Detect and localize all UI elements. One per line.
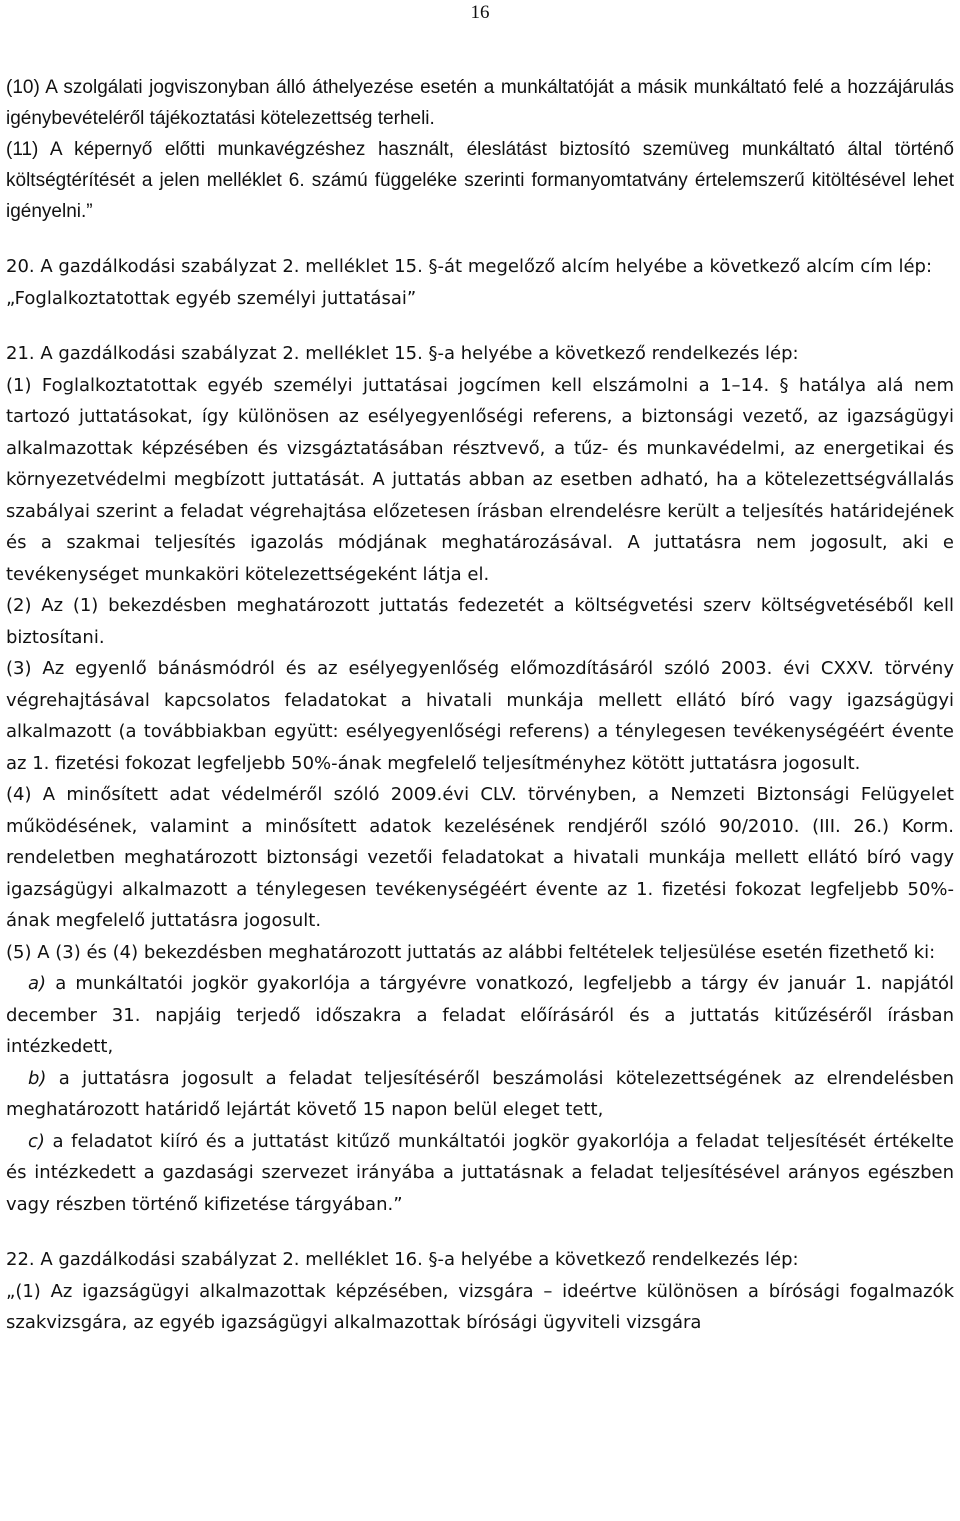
point-marker-a: a) [28, 973, 47, 994]
point-text-a: a munkáltatói jogkör gyakorlója a tárgyévre vonatkozó, legfeljebb a tárgy év január 1. napjától december 31. napjáig terjedő időszakra a feladat előírásáról és a juttatás kitűzéséről írásban intézkedett, [6, 973, 954, 1057]
item-20-subtitle: „Foglalkoztatottak egyéb személyi juttatásai” [6, 287, 417, 309]
item-22-heading: 22. A gazdálkodási szabályzat 2. melléklet 16. §-a helyébe a következő rendelkezés lép: [6, 1249, 799, 1270]
item-20-heading: 20. A gazdálkodási szabályzat 2. melléklet 15. §-át megelőző alcím helyébe a következő alcím cím lép: [6, 256, 933, 277]
paragraph-11: (11) A képernyő előtti munkavégzéshez használt, éleslátást biztosító szemüveg munkáltató által történő költségtérítését a jelen melléklet 6. számú függeléke szerinti formanyomtatvány értelemszerű kitöltésével lehet igényelni.” [6, 139, 954, 222]
item-22-paragraph-1: „(1) Az igazságügyi alkalmazottak képzésében, vizsgára – ideértve különösen a bírósági fogalmazók szakvizsgára, az egyéb igazságügyi alkalmazottak bírósági ügyviteli vizsgára [6, 1280, 954, 1333]
point-text-b: a juttatásra jogosult a feladat teljesítéséről beszámolási kötelezettségének az elrendelésben meghatározott határidő lejártát követő 15 napon belül eleget tett, [6, 1067, 954, 1120]
item-21-paragraph-5: (5) A (3) és (4) bekezdésben meghatározott juttatás az alábbi feltételek teljesülése esetén fizethető ki: [6, 941, 936, 963]
item-21-point-b [6, 1063, 954, 1126]
item-21-point-a [6, 968, 954, 1063]
spacer [6, 314, 954, 338]
item-21-paragraph-2: (2) Az (1) bekezdésben meghatározott juttatás fedezetét a költségvetési szerv költségvetéséből kell biztosítani. [6, 595, 954, 648]
spacer [6, 1220, 954, 1244]
document-body [6, 72, 954, 1339]
item-21-paragraph-3: (3) Az egyenlő bánásmódról és az esélyegyenlőség előmozdításáról szóló 2003. évi CXXV. törvény végrehajtásával kapcsolatos feladatokat a hivatali munkája mellett ellátó bíró vagy igazságügyi alkalmazott (a továbbiakban együtt: esélyegyenlőségi referens) a ténylegesen tevékenységéért évente az 1. fizetési fokozat legfeljebb 50%-ának megfelelő teljesítményhez kötött juttatásra jogosult. [6, 658, 954, 774]
point-marker-c: c) [28, 1130, 45, 1152]
item-21-heading: 21. A gazdálkodási szabályzat 2. melléklet 15. §-a helyébe a következő rendelkezés lép: [6, 343, 799, 364]
spacer [6, 227, 954, 251]
paragraph-10: (10) A szolgálati jogviszonyban álló áthelyezése esetén a munkáltatóját a másik munkáltató felé a hozzájárulás igénybevételéről tájékoztatási kötelezettség terheli. [6, 77, 954, 129]
point-marker-b: b) [28, 1067, 47, 1089]
item-21-paragraph-1: (1) Foglalkoztatottak egyéb személyi juttatásai jogcímen kell elszámolni a 1–14. § hatálya alá nem tartozó juttatásokat, így különösen az esélyegyenlőségi referens, a biztonsági vezető, az igazságügyi alkalmazottak képzésében és vizsgáztatásában résztvevő, a tűz- és munkavédelmi, az energetikai és környezetvédelmi megbízott juttatását. A juttatás abban az esetben adható, ha a kötelezettségvállalás szabályai szerint a feladat végrehajtása előzetesen írásban elrendelésre került a teljesítés határidejének és a szakmai teljesítés igazolás módjának meghatározásával. A juttatásra nem jogosult, aki e tevékenységet munkaköri kötelezettségeként látja el. [6, 374, 954, 585]
item-21-point-c [6, 1126, 954, 1221]
page-number: 16 [470, 2, 490, 23]
item-21-paragraph-4: (4) A minősített adat védelméről szóló 2009.évi CLV. törvényben, a Nemzeti Biztonsági Felügyelet működésének, valamint a minősített adatok kezelésének rendjéről szóló 90/2010. (III. 26.) Korm. rendeletben meghatározott biztonsági vezetői feladatokat a hivatali munkája mellett ellátó bíró vagy igazságügyi alkalmazott a ténylegesen tevékenységéért évente az 1. fizetési fokozat legfeljebb 50%-ának megfelelő juttatásra jogosult. [6, 784, 954, 931]
point-text-c: a feladatot kiíró és a juttatást kitűző munkáltatói jogkör gyakorlója a feladat teljesítését értékelte és intézkedett a gazdasági szervezet irányába a juttatásnak a feladat teljesítésével arányos egészben vagy részben történő kifizetése tárgyában.” [6, 1130, 954, 1215]
